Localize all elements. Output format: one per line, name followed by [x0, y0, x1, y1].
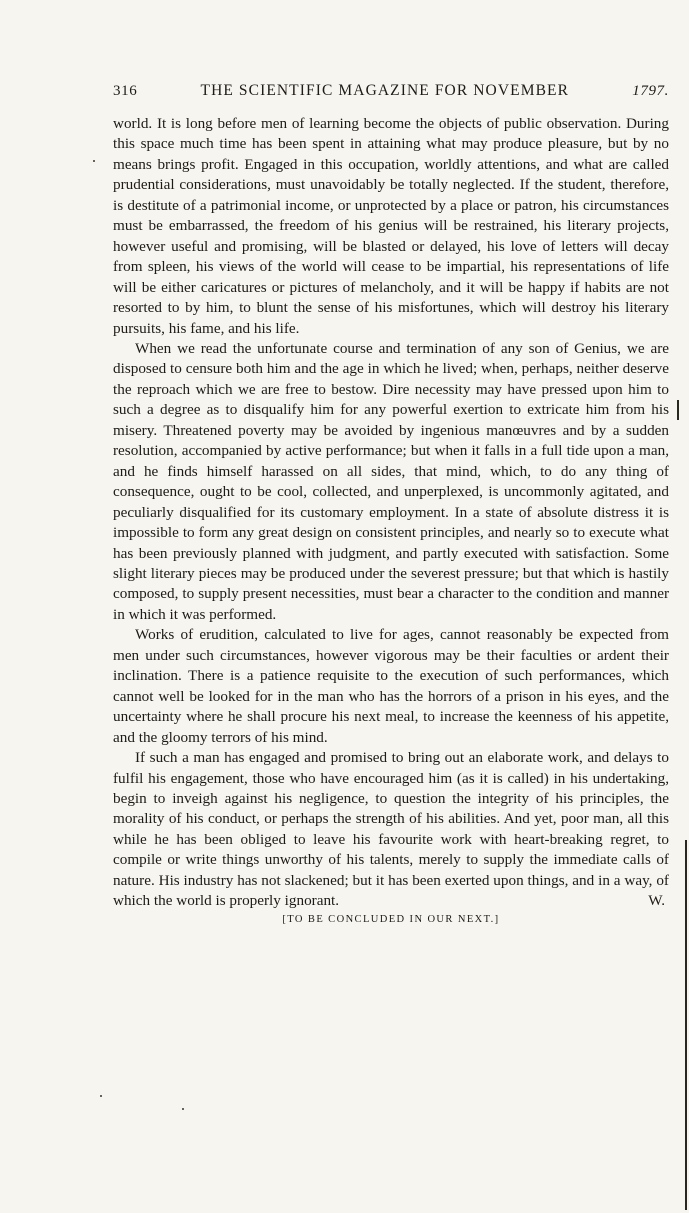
- paragraph-1: world. It is long before men of learning become the objects of public observation. During this space much time has been spent in attaining what may produce pleasure, but by no means brings profit. Engaged in this occupation, worldly attentions, and what are called prudential considerations, must unavoidably be totally neglected. If the student, therefore, is destitute of a patrimonial income, or unprotected by a place or patron, his circumstances must be embarrassed, the freedom of his genius will be restrained, his literary projects, however useful and promising, will be blasted or delayed, his love of letters will decay from spleen, his views of the world will cease to be impartial, his representations of life will be either caricatures or pictures of melancholy, and it will be happy if habits are not resorted to by him, to blunt the sense of his misfortunes, which will destroy his literary pursuits, his fame, and his life.: [113, 115, 669, 337]
- page: [113, 82, 669, 925]
- page-number: 316: [113, 83, 138, 99]
- continuation-note: [TO BE CONCLUDED IN OUR NEXT.]: [282, 913, 500, 925]
- paragraph-3: Works of erudition, calculated to live for ages, cannot reasonably be expected from men under such circumstances, however vigorous may be their faculties or ardent their inclination. There is a patience requisite to the execution of such performances, which cannot well be looked for in the man who has the horrors of a prison in his eyes, and the uncertainty where he shall procure his next meal, to increase the keenness of his appetite, and the gloomy terrors of his mind.: [113, 626, 669, 746]
- margin-mark: [677, 400, 679, 420]
- ink-speck: [100, 1095, 102, 1097]
- paragraph-2: When we read the unfortunate course and termination of any son of Genius, we are disposed to censure both him and the age in which he lived; when, perhaps, neither deserve the reproach which we are free to bestow. Dire necessity may have pressed upon him to such a degree as to disqualify him for any powerful exertion to extricate him from his misery. Threatened poverty may be avoided by ingenious manœuvres and by a sudden resolution, accompanied by active performance; but when it falls in a full tide upon a man, and he finds himself harassed on all sides, that mind, which, to do any thing of consequence, ought to be cool, collected, and unperplexed, is uncommonly agitated, and peculiarly disqualified for its customary employment. In a state of absolute distress it is impossible to form any great design on consistent principles, and nearly so to execute what has been previously planned with judgment, and partly executed with satisfaction. Some slight literary pieces may be produced under the severest pressure; but that which is hastily composed, to supply present necessities, must bear a character to the condition and manner in which it was performed.: [113, 339, 669, 623]
- ink-speck: [93, 160, 95, 162]
- author-signature: W.: [648, 892, 665, 910]
- issue-year: 1797.: [632, 83, 669, 99]
- ink-speck: [182, 1108, 184, 1110]
- paragraph-4: If such a man has engaged and promised to bring out an elaborate work, and delays to fulfil his engagement, those who have encouraged him (as it is called) in his undertaking, begin to inveigh against his negligence, to question the integrity of his principles, the morality of his conduct, or perhaps the strength of his abilities. And yet, poor man, all this while he has been obliged to leave his favourite work with heart-breaking regret, to compile or write things unworthy of his talents, merely to supply the immediate calls of nature. His industry has not slackened; but it has been exerted upon things, and in a way, of which the world is properly ignorant.: [113, 749, 669, 910]
- article-body: [113, 114, 669, 912]
- page-edge-rule: [685, 840, 687, 1210]
- magazine-title: THE SCIENTIFIC MAGAZINE FOR NOVEMBER: [200, 82, 570, 99]
- running-header: [113, 82, 669, 108]
